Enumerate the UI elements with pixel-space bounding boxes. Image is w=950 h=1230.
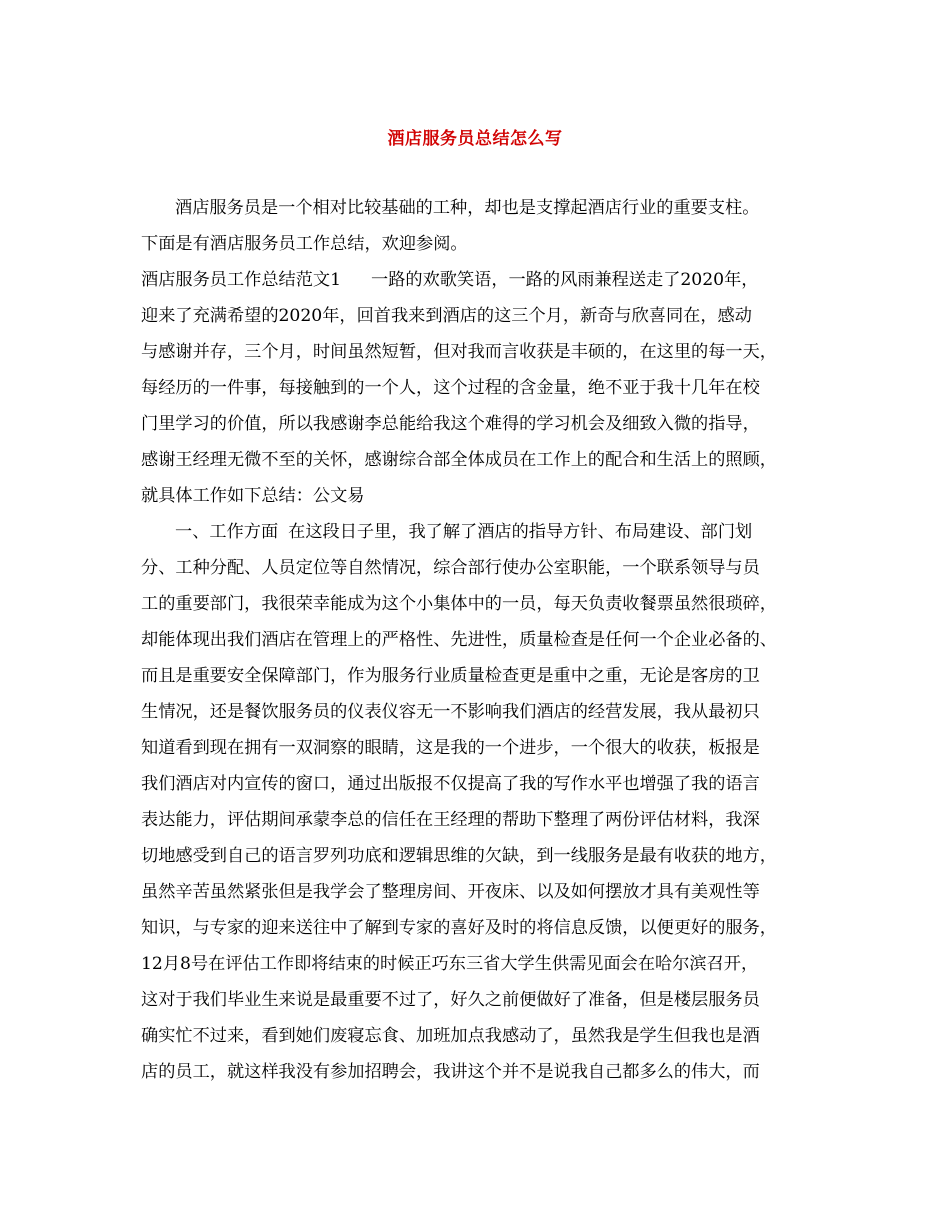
paragraph-line: 切地感受到自己的语言罗列功底和逻辑思维的欠缺，到一线服务是最有收获的地方， xyxy=(141,846,777,866)
paragraph-line xyxy=(175,514,855,550)
paragraph-line: 店的员工，就这样我没有参加招聘会，我讲这个并不是说我自己都多么的伟大，而 xyxy=(141,1062,760,1082)
paragraph-line: 知道看到现在拥有一双洞察的眼睛，这是我的一个进步，一个很大的收获，板报是 xyxy=(141,738,760,758)
document-title: 酒店服务员总结怎么写 xyxy=(387,129,563,149)
paragraph-line: 下面是有酒店服务员工作总结，欢迎参阅。 xyxy=(141,234,468,254)
paragraph-line: 而且是重要安全保障部门，作为服务行业质量检查更是重中之重，无论是客房的卫 xyxy=(141,666,760,686)
paragraph-line xyxy=(141,262,821,298)
paragraph-line: 生情况，还是餐饮服务员的仪表仪容无一不影响我们酒店的经营发展，我从最初只 xyxy=(141,702,760,722)
paragraph-line: 知识，与专家的迎来送往中了解到专家的喜好及时的将信息反馈，以便更好的服务， xyxy=(141,918,777,938)
paragraph-text: 在这段日子里，我了解了酒店的指导方针、布局建设、部门划 xyxy=(288,522,753,542)
paragraph-line: 门里学习的价值，所以我感谢李总能给我这个难得的学习机会及细致入微的指导， xyxy=(141,414,760,434)
paragraph-line: 虽然辛苦虽然紧张但是我学会了整理房间、开夜床、以及如何摆放才具有美观性等 xyxy=(141,882,760,902)
paragraph-text: 一路的欢歌笑语，一路的风雨兼程送走了2020年， xyxy=(371,270,759,290)
paragraph-line: 表达能力，评估期间承蒙李总的信任在王经理的帮助下整理了两份评估材料，我深 xyxy=(141,810,760,830)
paragraph-line: 却能体现出我们酒店在管理上的严格性、先进性，质量检查是任何一个企业必备的、 xyxy=(141,630,777,650)
paragraph-line: 感谢王经理无微不至的关怀，感谢综合部全体成员在工作上的配合和生活上的照顾， xyxy=(141,450,777,470)
paragraph-line: 就具体工作如下总结：公文易 xyxy=(141,486,365,506)
paragraph-line: 每经历的一件事，每接触到的一个人，这个过程的含金量，绝不亚于我十几年在校 xyxy=(141,378,760,398)
section-heading: 一、工作方面 xyxy=(175,522,279,542)
paragraph-line: 12月8号在评估工作即将结束的时候正巧东三省大学生供需见面会在哈尔滨召开， xyxy=(141,954,759,974)
paragraph-line: 酒店服务员是一个相对比较基础的工种，却也是支撑起酒店行业的重要支柱。 xyxy=(175,198,760,218)
paragraph-line: 工的重要部门，我很荣幸能成为这个小集体中的一员，每天负责收餐票虽然很琐碎， xyxy=(141,594,777,614)
paragraph-line: 与感谢并存，三个月，时间虽然短暂，但对我而言收获是丰硕的，在这里的每一天， xyxy=(141,342,777,362)
paragraph-line: 确实忙不过来，看到她们废寝忘食、加班加点我感动了，虽然我是学生但我也是酒 xyxy=(141,1026,760,1046)
paragraph-line: 这对于我们毕业生来说是最重要不过了，好久之前便做好了准备，但是楼层服务员 xyxy=(141,990,760,1010)
paragraph-line: 分、工种分配、人员定位等自然情况，综合部行使办公室职能，一个联系领导与员 xyxy=(141,558,760,578)
paragraph-line: 迎来了充满希望的2020年，回首我来到酒店的这三个月，新奇与欣喜同在，感动 xyxy=(141,306,752,326)
paragraph-line: 我们酒店对内宣传的窗口，通过出版报不仅提高了我的写作水平也增强了我的语言 xyxy=(141,774,760,794)
section-heading: 酒店服务员工作总结范文1 xyxy=(141,270,341,290)
